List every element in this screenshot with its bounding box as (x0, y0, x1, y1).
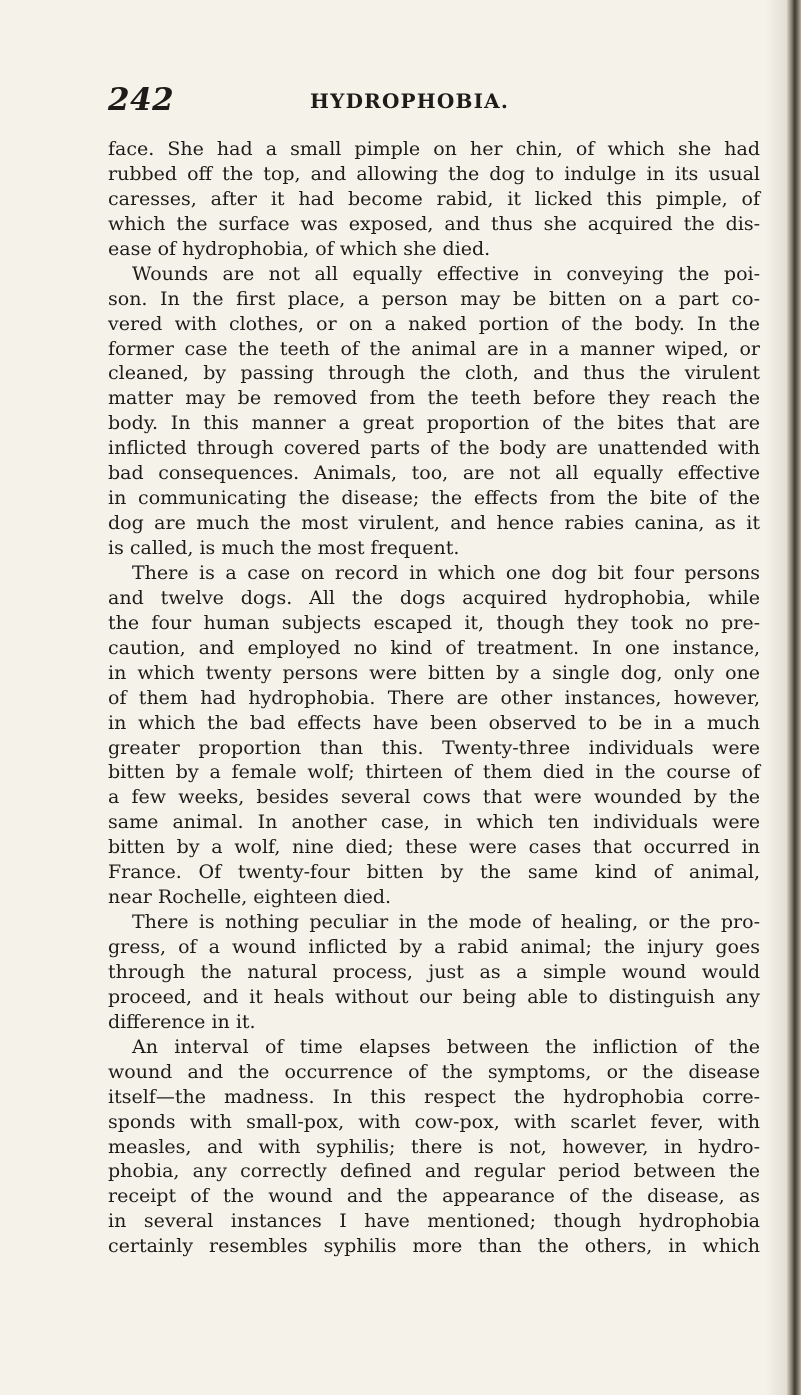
text-line: same animal. In another case, in which ten individuals were (108, 811, 760, 834)
text-line: Wounds are not all equally effective in conveying the poi- (132, 262, 760, 285)
text-line: phobia, any correctly defined and regular period between the (108, 1160, 760, 1183)
text-line: son. In the first place, a person may be bitten on a part co- (108, 287, 760, 310)
text-line: caresses, after it had become rabid, it licked this pimple, of (108, 187, 760, 210)
text-line: of them had hydrophobia. There are other instances, however, (108, 686, 760, 709)
text-line: greater proportion than this. Twenty-three individuals were (108, 736, 760, 759)
page-number: 242 (108, 82, 175, 118)
text-line: bitten by a wolf, nine died; these were cases that occurred in (108, 836, 760, 859)
text-line: receipt of the wound and the appearance of the disease, as (108, 1185, 760, 1208)
text-line: body. In this manner a great proportion of the bites that are (108, 412, 760, 435)
text-line: a few weeks, besides several cows that were wounded by the (108, 786, 760, 809)
text-line: bad consequences. Animals, too, are not all equally effective (108, 462, 760, 485)
text-line: certainly resembles syphilis more than the others, in which (108, 1235, 760, 1258)
text-line: in communicating the disease; the effects from the bite of the (108, 487, 760, 510)
text-line: caution, and employed no kind of treatment. In one instance, (108, 636, 760, 659)
text-line: is called, is much the most frequent. (108, 537, 460, 559)
text-line: the four human subjects escaped it, though they took no pre- (108, 611, 760, 634)
text-line: gress, of a wound inflicted by a rabid animal; the injury goes (108, 936, 760, 958)
text-line: face. She had a small pimple on her chin, of which she had (108, 138, 760, 160)
text-line: which the surface was exposed, and thus she acquired the dis- (108, 212, 760, 235)
text-line: and twelve dogs. All the dogs acquired hydrophobia, while (108, 586, 760, 609)
text-line: There is nothing peculiar in the mode of healing, or the pro- (132, 911, 760, 934)
text-line: rubbed off the top, and allowing the dog to indulge in its usual (108, 162, 760, 185)
book-binding-edge (787, 0, 801, 1395)
text-line: former case the teeth of the animal are in a manner wiped, or (108, 337, 760, 360)
text-line: proceed, and it heals without our being able to distinguish any (108, 985, 760, 1008)
binding-shadow (765, 0, 787, 1395)
text-line: wound and the occurrence of the symptoms, or the disease (108, 1060, 760, 1083)
running-title: HYDROPHOBIA. (310, 89, 510, 113)
text-line: cleaned, by passing through the cloth, and thus the virulent (108, 362, 760, 385)
text-line: vered with clothes, or on a naked portion of the body. In the (108, 312, 760, 335)
text-line: in which the bad effects have been observed to be in a much (108, 711, 760, 734)
page-header (108, 82, 748, 122)
text-line: near Rochelle, eighteen died. (108, 886, 392, 909)
text-line: in several instances I have mentioned; though hydrophobia (108, 1210, 760, 1233)
text-line: France. Of twenty-four bitten by the same kind of animal, (108, 861, 760, 884)
text-line: matter may be removed from the teeth before they reach the (108, 387, 760, 410)
text-line: dog are much the most virulent, and hence rabies canina, as it (108, 512, 760, 535)
text-line: sponds with small-pox, with cow-pox, with scarlet fever, with (108, 1110, 760, 1133)
text-line: An interval of time elapses between the infliction of the (132, 1035, 760, 1058)
text-line: ease of hydrophobia, of which she died. (108, 237, 491, 260)
text-line: through the natural process, just as a simple wound would (108, 960, 760, 983)
text-line: in which twenty persons were bitten by a single dog, only one (108, 661, 760, 684)
text-line: inflicted through covered parts of the body are unattended with (108, 437, 760, 460)
text-line: difference in it. (108, 1010, 256, 1033)
text-line: bitten by a female wolf; thirteen of them died in the course of (108, 761, 760, 784)
text-line: itself—the madness. In this respect the hydrophobia corre- (108, 1085, 760, 1108)
text-line: There is a case on record in which one dog bit four persons (132, 561, 760, 584)
text-line: measles, and with syphilis; there is not, however, in hydro- (108, 1135, 760, 1158)
body-text (108, 137, 760, 1259)
